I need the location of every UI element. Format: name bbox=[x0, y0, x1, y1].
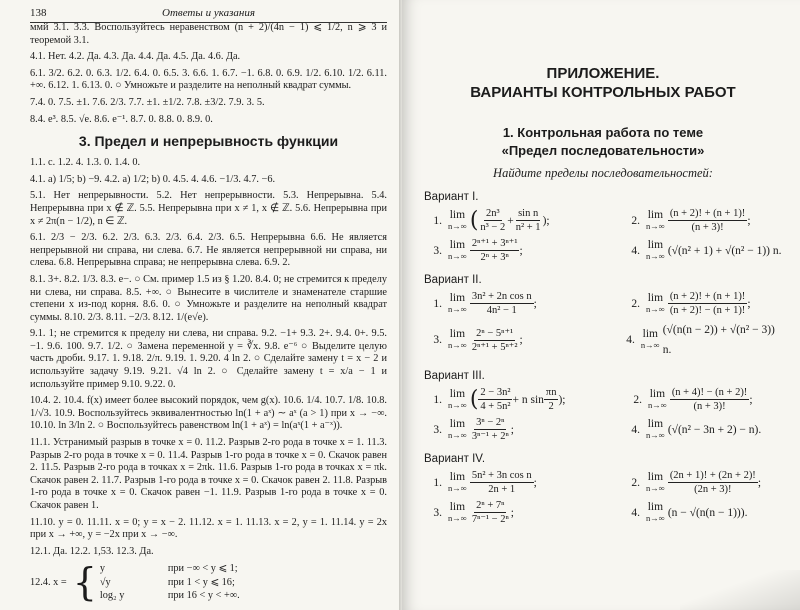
numerator: (2n + 1)! + (2n + 2)! bbox=[669, 470, 756, 481]
lim-label: lim bbox=[642, 328, 658, 340]
variant-heading: Вариант I. bbox=[424, 191, 479, 203]
test-title-line: 1. Контрольная работа по теме bbox=[502, 125, 704, 140]
piecewise-label: 12.4. x = bbox=[30, 576, 67, 588]
lim-subscript: n→∞ bbox=[448, 482, 467, 493]
suffix: ); bbox=[542, 214, 550, 227]
piecewise-cases bbox=[100, 562, 240, 603]
lim-subscript: n→∞ bbox=[646, 303, 665, 314]
numerator: (n + 2)! + (n + 1)! bbox=[669, 208, 746, 219]
limit-operator bbox=[448, 389, 467, 411]
page-shadow bbox=[680, 570, 800, 610]
limit-operator bbox=[646, 419, 665, 441]
problem bbox=[622, 207, 751, 234]
problem bbox=[424, 207, 574, 234]
limit-operator bbox=[646, 240, 665, 262]
suffix: ; bbox=[519, 244, 523, 257]
piecewise-answer bbox=[30, 562, 387, 603]
fraction bbox=[478, 207, 507, 234]
lim-label: lim bbox=[449, 500, 466, 513]
answer-line: 4.1. Нет. 4.2. Да. 4.3. Да. 4.4. Да. 4.5. Да. 4.6. Да. bbox=[30, 51, 241, 63]
fraction bbox=[668, 469, 758, 496]
lim-label: lim bbox=[647, 238, 664, 251]
problem-row bbox=[424, 469, 782, 496]
lim-label: lim bbox=[649, 387, 666, 400]
case-expr: log₂ y bbox=[99, 590, 125, 602]
answer-line: 1.1. с. 1.2. 4. 1.3. 0. 1.4. 0. bbox=[30, 157, 141, 169]
problem-row bbox=[424, 237, 782, 264]
operator: + n sin bbox=[512, 393, 544, 406]
right-page bbox=[402, 0, 800, 610]
suffix: ; bbox=[510, 423, 514, 436]
denominator: 7ⁿ⁻¹ − 2ⁿ bbox=[471, 514, 509, 525]
fraction bbox=[470, 499, 511, 526]
answer-line: 10.4. 2. 10.4. f(x) имеет более высокий порядок, чем g(x). 10.6. 1/4. 10.7. 1/8. 10.8. 1/√3. 10.9. Воспользуйтесь эквивалентностью ln(1 + aˣ) ∼ aˣ (a > 1) при x → −∞. 10.10. ln 3/ln 2. ○ Воспользуйтесь равенством ln(1 + aˣ) = ln(aˣ(1 + a⁻ˣ)). bbox=[30, 395, 387, 432]
fraction bbox=[668, 207, 751, 234]
limit-operator bbox=[448, 293, 467, 315]
answer-line: 9.1. 1; не стремится к пределу ни слева, ни справа. 9.2. −1+ 9.3. 2+. 9.4. 0+. 9.5. −1. 9.6. 100. 9.7. 1/2. ○ Замена переменной y = ∛x. 9.8. e⁻⁶ ○ Выделите целую часть дроби. 9.17. 1. 9.18. 2/π. 9.19. 1. 9.20. 4 ln 2. ○ Сделайте замену t = x − 2 и используйте задачу 9.19. 9.21. √4 ln 2. ○ Сделайте замену t = x/a − 1 и используйте пример 9.10. 9.22. 0. bbox=[30, 328, 387, 390]
suffix: ; bbox=[533, 297, 537, 310]
limit-operator bbox=[641, 329, 660, 351]
lim-label: lim bbox=[449, 387, 466, 400]
suffix: ; bbox=[747, 297, 751, 310]
numerator: 2n³ bbox=[485, 208, 500, 219]
lim-label: lim bbox=[449, 417, 466, 430]
denominator: 4 + 5n² bbox=[480, 401, 511, 412]
limit-operator bbox=[448, 472, 467, 494]
appendix-title-line: ПРИЛОЖЕНИЕ. bbox=[546, 65, 660, 82]
lim-label: lim bbox=[647, 417, 664, 430]
suffix: ; bbox=[533, 476, 537, 489]
fraction bbox=[478, 386, 512, 413]
denominator: 4n² − 1 bbox=[486, 305, 517, 316]
bracket: ( bbox=[469, 207, 479, 233]
suffix: ; bbox=[510, 506, 514, 519]
denominator: 3ⁿ⁻¹ + 2ⁿ bbox=[471, 431, 509, 442]
expression: (√(n² + 1) + √(n² − 1)) n. bbox=[667, 244, 782, 257]
lim-label: lim bbox=[647, 291, 664, 304]
lim-subscript: n→∞ bbox=[646, 220, 665, 231]
problem-number: 2. bbox=[631, 297, 640, 310]
section-title: 3. Предел и непрерывность функции bbox=[78, 133, 339, 150]
problem bbox=[424, 290, 574, 317]
lim-label: lim bbox=[647, 500, 664, 513]
problem-row bbox=[424, 416, 782, 443]
lim-label: lim bbox=[449, 291, 466, 304]
answer-line: 4.1. а) 1/5; b) −9. 4.2. а) 1/2; b) 0. 4.5. 4. 4.6. −1/3. 4.7. −6. bbox=[30, 173, 276, 185]
limit-operator bbox=[448, 419, 467, 441]
test-title-line: «Предел последовательности» bbox=[501, 143, 705, 158]
suffix: ); bbox=[558, 393, 566, 406]
problem-number: 1. bbox=[433, 476, 442, 489]
problem-row bbox=[424, 386, 782, 413]
problem bbox=[424, 386, 574, 413]
lim-label: lim bbox=[647, 470, 664, 483]
denominator: 2ⁿ⁺¹ + 5ⁿ⁺² bbox=[471, 341, 518, 353]
lim-subscript: n→∞ bbox=[448, 250, 467, 261]
variant-heading: Вариант III. bbox=[424, 370, 485, 382]
problem bbox=[424, 469, 574, 496]
suffix: ; bbox=[757, 476, 762, 489]
lim-label: lim bbox=[449, 470, 466, 483]
fraction bbox=[514, 207, 543, 234]
problem-number: 4. bbox=[631, 423, 640, 436]
denominator: (n + 3)! bbox=[691, 222, 724, 233]
page-number: 138 bbox=[30, 7, 47, 19]
limit-operator bbox=[448, 240, 467, 262]
problem-number: 3. bbox=[433, 506, 442, 519]
problem-number: 3. bbox=[433, 334, 442, 346]
lim-label: lim bbox=[449, 328, 466, 340]
variant-heading: Вариант IV. bbox=[424, 453, 486, 465]
problem bbox=[622, 290, 751, 317]
limit-operator bbox=[648, 389, 667, 411]
running-head-title: Ответы и указания bbox=[162, 7, 255, 19]
limit-operator bbox=[448, 210, 467, 232]
denominator: 2n + 1 bbox=[488, 484, 516, 495]
problem bbox=[622, 499, 747, 526]
answer-line: 8.4. e³. 8.5. √e. 8.6. e⁻¹. 8.7. 0. 8.8. 0. 8.9. 0. bbox=[30, 113, 213, 125]
problem-number: 4. bbox=[631, 506, 640, 519]
limit-operator bbox=[646, 293, 665, 315]
lim-subscript: n→∞ bbox=[640, 340, 660, 350]
numerator: (n + 2)! + (n + 1)! bbox=[669, 291, 746, 302]
problem bbox=[618, 320, 782, 360]
test-title bbox=[424, 124, 782, 160]
denominator: n² + 1 bbox=[515, 222, 541, 233]
fraction bbox=[470, 469, 534, 496]
numerator: (n + 4)! − (n + 2)! bbox=[671, 387, 748, 398]
fraction bbox=[470, 416, 511, 443]
lim-label: lim bbox=[647, 208, 664, 221]
numerator: 3ⁿ − 2ⁿ bbox=[476, 417, 505, 428]
appendix-title-line: ВАРИАНТЫ КОНТРОЛЬНЫХ РАБОТ bbox=[470, 84, 736, 101]
denominator: n³ − 2 bbox=[480, 222, 506, 233]
problem-number: 4. bbox=[631, 244, 640, 257]
lim-subscript: n→∞ bbox=[646, 429, 665, 440]
lim-subscript: n→∞ bbox=[448, 303, 467, 314]
case-expr: √y bbox=[99, 576, 111, 588]
operator: + bbox=[507, 214, 514, 227]
lim-subscript: n→∞ bbox=[448, 512, 467, 523]
lim-subscript: n→∞ bbox=[448, 429, 467, 440]
appendix-title bbox=[424, 64, 782, 102]
case-cond: при −∞ < y ⩽ 1; bbox=[167, 563, 238, 575]
problem-number: 1. bbox=[433, 297, 442, 310]
answer-line: 5.1. Нет непрерывности. 5.2. Нет непрерывности. 5.3. Непрерывна. 5.4. Непрерывна при x ∉ ℤ. 5.5. Непрерывна при x ≠ 1, x ∉ ℤ. 5.6. Непрерывна при x ≠ 2π(n − 1/2), n ∈ ℤ. bbox=[30, 190, 387, 227]
fraction bbox=[470, 290, 534, 317]
lim-subscript: n→∞ bbox=[448, 340, 467, 350]
lim-label: lim bbox=[449, 208, 466, 221]
answer-line: 6.1. 2/3 − 2/3. 6.2. 2/3. 6.3. 2/3. 6.4. 2/3. 6.5. Непрерывна 6.6. Не является непрерывной ни справа, ни слева. 6.7. Не является непрерывной ни справа, ни слева. 6.8. Непрерывна справа; не непрерывна слева. 6.9. 2. bbox=[30, 232, 387, 269]
limit-operator bbox=[448, 329, 467, 351]
case-cond: при 1 < y ⩽ 16; bbox=[167, 576, 235, 588]
problem bbox=[424, 416, 574, 443]
fraction bbox=[544, 386, 559, 413]
lim-subscript: n→∞ bbox=[646, 250, 665, 261]
suffix: ; bbox=[519, 334, 523, 346]
lim-subscript: n→∞ bbox=[646, 482, 665, 493]
answer-line: 11.1. Устранимый разрыв в точке x = 0. 11.2. Разрыв 2-го рода в точке x = 1. 11.3. Разрыв 2-го рода в точке x = 0. 11.4. Разрыв 1-го рода в точке x = 0. Скачок равен 2. 11.5. Разрыв 2-го рода в точках x = 2πk. 11.6. Разрыв 1-го рода в точках x = πk. Скачок равен 2. 11.7. Разрыв 1-го рода в точке x = 0. Скачок равен 2. 11.8. Разрыв 1-го рода в точке x = 0. Скачок равен −1. 11.9. Разрыв 1-го рода в точке x = 0. Скачок равен 1. bbox=[30, 437, 387, 511]
expression: (n − √(n(n − 1))). bbox=[667, 506, 748, 519]
problem bbox=[424, 499, 574, 526]
limit-operator bbox=[646, 472, 665, 494]
problem-row bbox=[424, 207, 782, 234]
variant-heading: Вариант II. bbox=[424, 274, 482, 286]
lim-subscript: n→∞ bbox=[646, 512, 665, 523]
problem-number: 2. bbox=[633, 393, 642, 406]
answer-line: ммй 3.1. 3.3. Воспользуйтесь неравенством (n + 2)/(4n − 1) ⩽ 1/2, n ⩾ 3 и теоремой 3.1. bbox=[30, 22, 387, 46]
bracket: ( bbox=[469, 386, 479, 412]
problem bbox=[424, 320, 570, 360]
problem bbox=[622, 416, 761, 443]
problem bbox=[624, 386, 753, 413]
fraction bbox=[668, 290, 751, 317]
problem-row bbox=[424, 499, 782, 526]
problem-row bbox=[424, 290, 782, 317]
expression: (√(n(n − 2)) + √(n² − 3)) n. bbox=[662, 324, 775, 356]
numerator: 2 − 3n² bbox=[480, 387, 511, 398]
answer-line: 11.10. y = 0. 11.11. x = 0; y = x − 2. 11.12. x = 1. 11.13. x = 2, y = 1. 11.14. y = 2x при x → +∞, y = −2x при x → −∞. bbox=[30, 516, 387, 541]
denominator: (n + 3)! bbox=[693, 401, 726, 412]
problem bbox=[622, 469, 761, 496]
problem-number: 3. bbox=[433, 423, 442, 436]
numerator: 2ⁿ − 5ⁿ⁺¹ bbox=[476, 327, 514, 339]
numerator: 2ⁿ⁺¹ + 3ⁿ⁺¹ bbox=[471, 238, 518, 249]
numerator: 2ⁿ + 7ⁿ bbox=[476, 500, 505, 511]
problem-row bbox=[424, 320, 782, 360]
brace-icon: { bbox=[72, 560, 97, 605]
running-head bbox=[30, 6, 387, 23]
denominator: (2n + 3)! bbox=[694, 484, 732, 495]
problem-number: 2. bbox=[631, 476, 640, 489]
lim-subscript: n→∞ bbox=[448, 220, 467, 231]
problem-number: 1. bbox=[433, 393, 442, 406]
case-cond: при 16 < y < +∞. bbox=[167, 590, 240, 602]
limit-operator bbox=[646, 502, 665, 524]
problem-number: 2. bbox=[631, 214, 640, 227]
problem-number: 4. bbox=[626, 334, 635, 346]
fraction bbox=[670, 386, 753, 413]
suffix: ; bbox=[747, 214, 751, 227]
limit-operator bbox=[646, 210, 665, 232]
problem bbox=[622, 237, 782, 264]
lim-subscript: n→∞ bbox=[448, 399, 467, 410]
answer-line: 6.1. 3/2. 6.2. 0. 6.3. 1/2. 6.4. 0. 6.5. 3. 6.6. 1. 6.7. −1. 6.8. 0. 6.9. 1/2. 6.10. 1/2. 6.11. +∞. 6.12. 1. 6.13. 0. ○ Умножьте и разделите на неполный квадрат суммы. bbox=[30, 67, 387, 92]
fraction bbox=[470, 237, 523, 264]
numerator: sin n bbox=[518, 208, 539, 219]
denominator: 2 bbox=[548, 401, 554, 412]
problem-number: 1. bbox=[433, 214, 442, 227]
lim-subscript: n→∞ bbox=[648, 399, 667, 410]
answer-line: 7.4. 0. 7.5. ±1. 7.6. 2/3. 7.7. ±1. ±1/2. 7.8. ±3/2. 7.9. 3. 5. bbox=[30, 96, 265, 108]
fraction bbox=[470, 327, 523, 354]
denominator: (n + 2)! − (n + 1)! bbox=[669, 305, 746, 316]
suffix: ; bbox=[749, 393, 753, 406]
numerator: πn bbox=[545, 387, 557, 398]
task-statement: Найдите пределы последовательностей: bbox=[493, 166, 713, 180]
numerator: 5n² + 3n cos n bbox=[471, 470, 532, 481]
case-expr: y bbox=[99, 563, 106, 575]
answer-line: 12.1. Да. 12.2. 1,53. 12.3. Да. bbox=[30, 545, 154, 557]
problem-number: 3. bbox=[433, 244, 442, 257]
limit-operator bbox=[448, 502, 467, 524]
answer-line: 8.1. 3+. 8.2. 1/3. 8.3. е−. ○ См. пример 1.5 из § 1.20. 8.4. 0; не стремится к пределу ни слева, ни справа. 8.5. +∞. ○ Вынесите в числителе и знаменателе старшие степени x из-под корня. 8.6. 0. ○ Умножьте и разделите на неполный квадрат суммы. 8.10. 2/3. 8.11. −2/3. 8.12. 1/(e√e). bbox=[30, 273, 387, 323]
numerator: 3n² + 2n cos n bbox=[471, 291, 532, 302]
expression: (√(n² − 3n + 2) − n). bbox=[667, 423, 762, 436]
lim-label: lim bbox=[449, 238, 466, 251]
denominator: 2ⁿ + 3ⁿ bbox=[480, 252, 509, 263]
problem bbox=[424, 237, 574, 264]
